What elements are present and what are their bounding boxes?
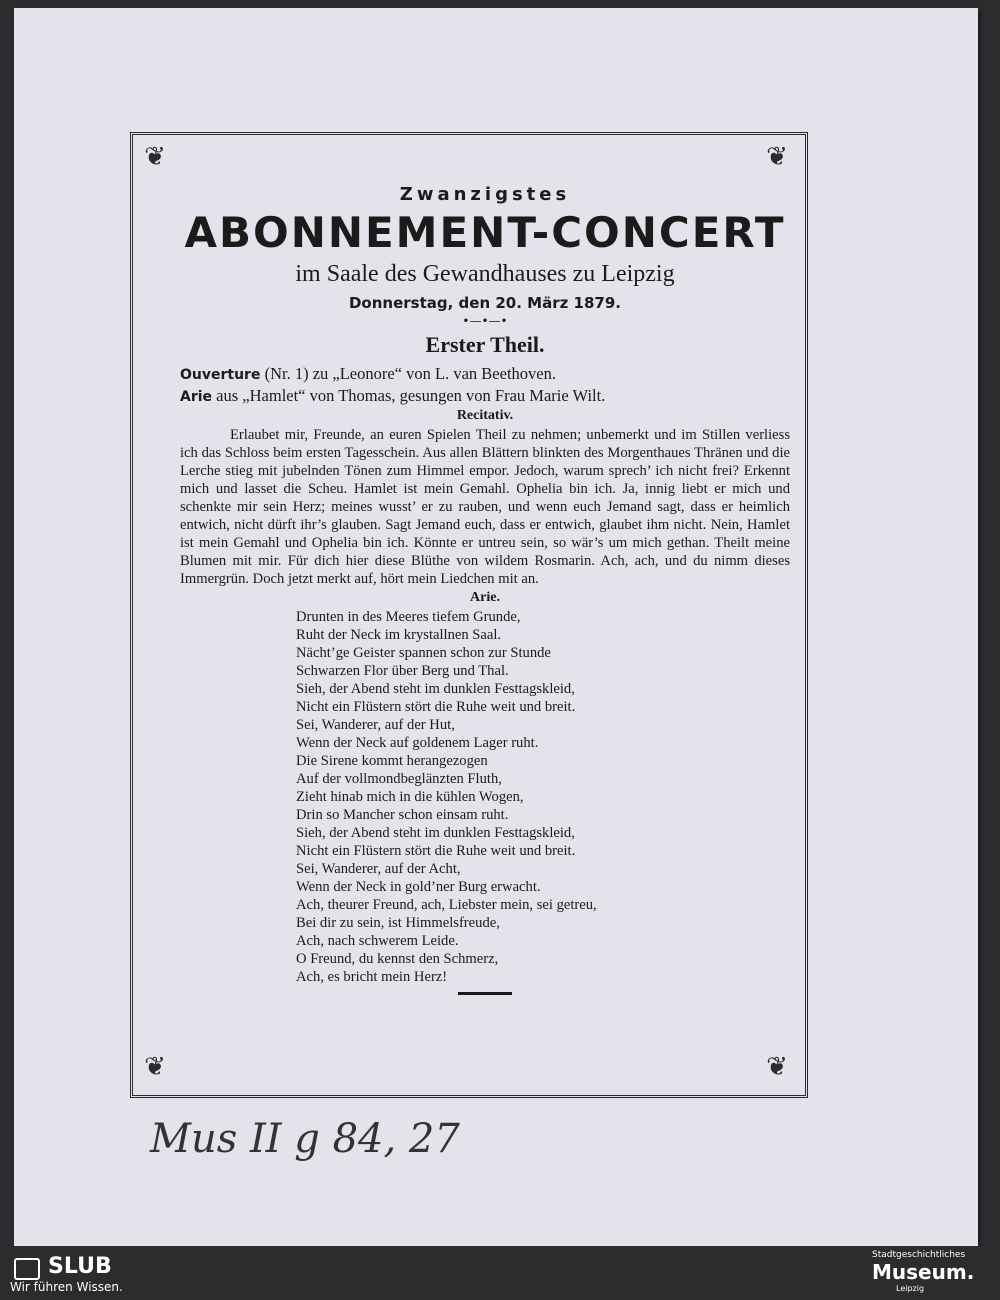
museum-city: Leipzig (896, 1284, 925, 1293)
corner-ornament-icon: ❦ (766, 142, 788, 172)
lyric-line: Nicht ein Flüstern stört die Ruhe weit und breit. (296, 699, 576, 715)
slub-tagline: Wir führen Wissen. (10, 1280, 123, 1294)
lyric-line: Ach, es bricht mein Herz! (296, 969, 448, 985)
recitative-text: Erlaubet mir, Freunde, an euren Spielen Theil zu nehmen; unbemerkt und im Stillen verliess ich das Schloss beim ersten Tagesschein. Aus allen Blättern blinkten des Morgenthaues Thränen und die Lerche stieg mit jubelnden Tönen zum Himmel empor. Jedoch, warum sprech’ ich nicht frei? Erkennt mich und lasset die Scheu. Hamlet ist mein Gemahl. Ophelia bin ich. Ja, innig liebt er mich und schenkte mir sein Herz; meines wusst’ er zu rauben, und wenn euch Jemand sagt, dass er heimlich entwich, nicht dürft ihr’s glauben. Sagt Jemand euch, dass er entwich, glaubet ihm nicht. Nein, Hamlet ist mein Gemahl und Ophelia bin ich. Könnte er untreu sein, so wär’s um mich gethan. Theilt meine Blumen mit mir. Für dich hier diese Blüthe von wildem Rosmarin. Ach, ach, und du nimm dieses Immergrün. Doch jetzt merkt auf, hört mein Liedchen mit an. (180, 427, 790, 587)
museum-logo[interactable]: Museum. (872, 1260, 975, 1284)
program-item (180, 364, 790, 384)
closing-rule (458, 992, 512, 995)
slub-logo-icon (14, 1258, 40, 1280)
lyric-line: Schwarzen Flor über Berg und Thal. (296, 663, 509, 679)
program-item-text: (Nr. 1) zu „Leonore“ von L. van Beethoven. (260, 364, 556, 383)
lyric-line: Ach, theurer Freund, ach, Liebster mein, sei getreu, (296, 897, 597, 913)
venue-subtitle: im Saale des Gewandhauses zu Leipzig (295, 261, 675, 287)
program-content (180, 180, 790, 995)
corner-ornament-icon: ❦ (144, 142, 166, 172)
lyric-line: Nächt’ge Geister spannen schon zur Stunde (296, 645, 551, 661)
lyric-line: Sei, Wanderer, auf der Acht, (296, 861, 461, 877)
corner-ornament-icon: ❦ (144, 1052, 166, 1082)
museum-label: Stadtgeschichtliches (872, 1250, 966, 1260)
viewer-footer (0, 1246, 1000, 1300)
lyric-line: Wenn der Neck auf goldenem Lager ruht. (296, 735, 539, 751)
program-item-lead: Ouverture (180, 367, 261, 383)
part-heading: Erster Theil. (425, 332, 545, 357)
lyric-line: Auf der vollmondbeglänzten Fluth, (296, 771, 502, 787)
lyric-line: Zieht hinab mich in die kühlen Wogen, (296, 789, 524, 805)
program-item (180, 386, 790, 406)
slub-name[interactable]: SLUB (48, 1254, 112, 1279)
lyric-line: Wenn der Neck in gold’ner Burg erwacht. (296, 879, 541, 895)
aria-lyrics (296, 608, 790, 986)
lyric-line: Ruht der Neck im krystallnen Saal. (296, 627, 502, 643)
concert-date: Donnerstag, den 20. März 1879. (348, 294, 621, 312)
lyric-line: Sei, Wanderer, auf der Hut, (296, 717, 455, 733)
aria-heading: Arie. (470, 590, 500, 605)
lyric-line: Die Sirene kommt herangezogen (296, 753, 488, 769)
lyric-line: Sieh, der Abend steht im dunklen Festtagskleid, (296, 825, 575, 841)
lyric-line: Drunten in des Meeres tiefem Grunde, (296, 609, 521, 625)
handwritten-shelfmark: Mus II g 84, 27 (150, 1116, 460, 1162)
lyric-line: Bei dir zu sein, ist Himmelsfreude, (296, 915, 500, 931)
divider-ornament-icon: •—•—• (462, 314, 508, 328)
program-item-lead: Arie (180, 389, 213, 405)
concert-title: ABONNEMENT-CONCERT (184, 208, 786, 257)
recitative-heading: Recitativ. (456, 408, 514, 423)
lyric-line: Sieh, der Abend steht im dunklen Festtagskleid, (296, 681, 575, 697)
pre-title: Zwanzigstes (399, 184, 571, 205)
lyric-line: Drin so Mancher schon einsam ruht. (296, 807, 509, 823)
corner-ornament-icon: ❦ (766, 1052, 788, 1082)
lyric-line: Ach, nach schwerem Leide. (296, 933, 459, 949)
program-item-text: aus „Hamlet“ von Thomas, gesungen von Frau Marie Wilt. (212, 386, 606, 405)
lyric-line: Nicht ein Flüstern stört die Ruhe weit und breit. (296, 843, 576, 859)
lyric-line: O Freund, du kennst den Schmerz, (296, 951, 499, 967)
